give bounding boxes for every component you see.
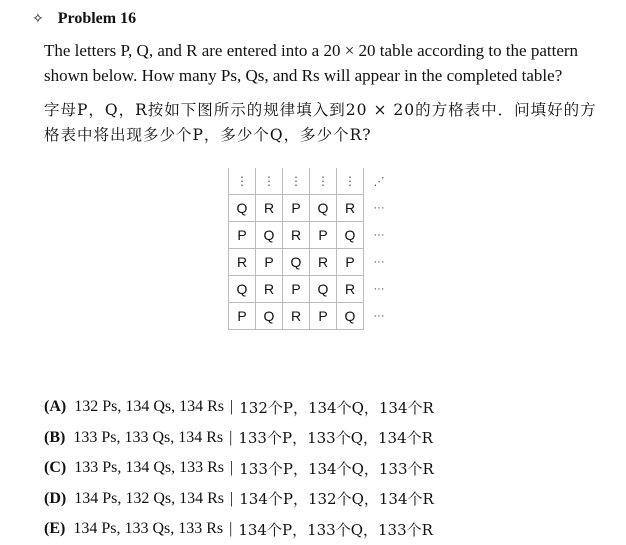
grid-cell: R <box>283 222 310 249</box>
option-chinese: 133个P，133个Q，134个R <box>238 429 433 448</box>
problem-statement-english: The letters P, Q, and R are entered into a 20 × 20 table according to the pattern shown below. How many Ps, Qs, and Rs will appear in the completed table? <box>44 41 579 85</box>
grid-row <box>229 195 395 222</box>
grid-row <box>229 249 395 276</box>
option-b[interactable] <box>44 423 434 454</box>
option-c[interactable] <box>44 453 434 484</box>
option-chinese: 132个P，134个Q，134个R <box>239 398 434 417</box>
grid-cell: P <box>310 303 337 330</box>
grid-cell: R <box>337 276 364 303</box>
grid-cell: P <box>283 276 310 303</box>
option-separator: | <box>230 398 234 416</box>
option-letter: (D) <box>44 489 67 507</box>
answer-options <box>44 392 434 545</box>
row-ellipsis: ··· <box>364 276 395 303</box>
option-chinese: 133个P，134个Q，133个R <box>239 459 434 478</box>
row-ellipsis: ··· <box>364 222 395 249</box>
grid-cell: R <box>256 276 283 303</box>
option-english: 133 Ps, 134 Qs, 133 Rs <box>74 459 225 477</box>
option-separator: | <box>230 489 234 507</box>
option-separator: | <box>229 520 233 538</box>
grid-cell: R <box>337 195 364 222</box>
row-ellipsis: ··· <box>364 195 395 222</box>
grid-cell: P <box>283 195 310 222</box>
option-english: 134 Ps, 133 Qs, 133 Rs <box>73 520 224 538</box>
grid-cell: Q <box>229 276 256 303</box>
letter-grid <box>228 168 394 330</box>
vertical-ellipsis: ⋮ <box>229 168 256 195</box>
problem-title-text: Problem 16 <box>57 10 137 27</box>
grid-cell: R <box>229 249 256 276</box>
diagonal-ellipsis: ⋰ <box>373 175 385 188</box>
diamond-icon: ✧ <box>32 11 44 27</box>
vertical-ellipsis: ⋮ <box>256 168 283 195</box>
vertical-ellipsis: ⋮ <box>283 168 310 195</box>
grid-row <box>229 303 395 330</box>
grid-cell: Q <box>283 249 310 276</box>
option-chinese: 134个P，132个Q，134个R <box>239 490 434 509</box>
grid-cell: Q <box>337 222 364 249</box>
problem-statement-chinese: 字母P，Q，R按如下图所示的规律填入到20 × 20的方格表中．问填好的方格表中将出现多少个P，多少个Q，多少个R? <box>44 101 597 144</box>
grid-cell: Q <box>310 276 337 303</box>
grid-cell: Q <box>256 222 283 249</box>
grid-cell: P <box>337 249 364 276</box>
option-separator: | <box>229 428 233 446</box>
option-english: 133 Ps, 133 Qs, 134 Rs <box>73 428 224 446</box>
grid-row <box>229 222 395 249</box>
option-d[interactable] <box>44 484 434 515</box>
problem-title <box>32 10 136 28</box>
grid-cell: P <box>229 303 256 330</box>
grid-cell: Q <box>256 303 283 330</box>
grid-row <box>229 276 395 303</box>
grid-cell: R <box>310 249 337 276</box>
row-ellipsis: ··· <box>364 303 395 330</box>
grid-cell: R <box>283 303 310 330</box>
option-letter: (E) <box>44 520 66 538</box>
grid-cell: Q <box>337 303 364 330</box>
option-english: 132 Ps, 134 Qs, 134 Rs <box>74 398 225 416</box>
option-e[interactable] <box>44 514 434 545</box>
grid-cell: P <box>310 222 337 249</box>
grid-cell: P <box>229 222 256 249</box>
row-ellipsis: ··· <box>364 249 395 276</box>
grid-dots-row <box>229 168 395 195</box>
option-chinese: 134个P，133个Q，133个R <box>238 520 433 539</box>
letter-table <box>228 168 394 330</box>
grid-cell: P <box>256 249 283 276</box>
grid-cell: R <box>256 195 283 222</box>
option-letter: (B) <box>44 428 66 446</box>
option-english: 134 Ps, 132 Qs, 134 Rs <box>74 489 225 507</box>
vertical-ellipsis: ⋮ <box>310 168 337 195</box>
option-letter: (A) <box>44 398 67 416</box>
option-separator: | <box>230 459 234 477</box>
grid-cell: Q <box>229 195 256 222</box>
grid-cell: Q <box>310 195 337 222</box>
option-a[interactable] <box>44 392 434 423</box>
option-letter: (C) <box>44 459 67 477</box>
vertical-ellipsis: ⋮ <box>337 168 364 195</box>
